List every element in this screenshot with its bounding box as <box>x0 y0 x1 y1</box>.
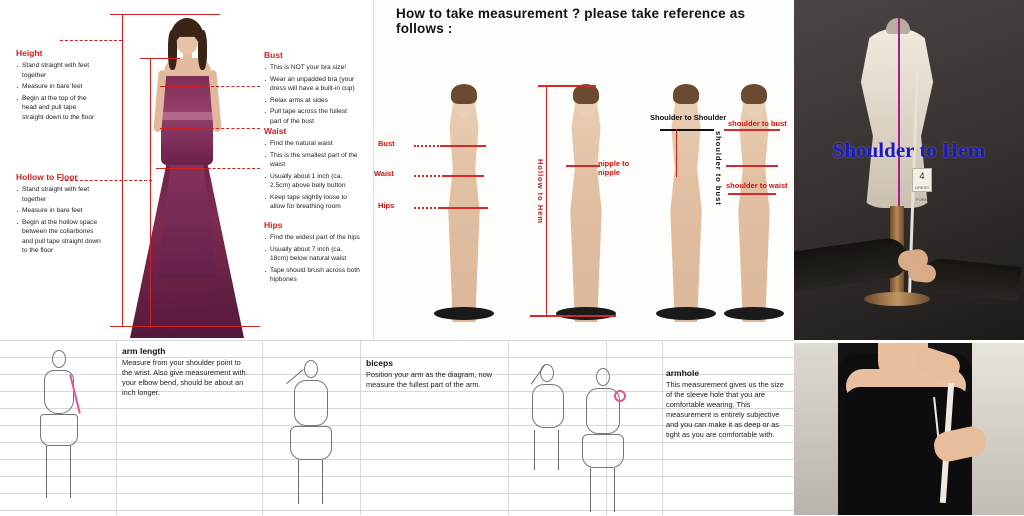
arm-length-body: Measure from your shoulder point to the wrist. Also give measurement with your elbow bend, should be about an inch longer. <box>122 358 246 397</box>
hips-item: · Usually about 7 inch (ca. 18cm) below natural waist <box>264 245 360 264</box>
hem-bottom-tick <box>530 315 616 317</box>
height-list <box>16 61 96 122</box>
gown-sash <box>161 112 213 120</box>
arm-length-title: arm length <box>122 346 166 356</box>
column-divider <box>508 340 509 515</box>
sketch-hips <box>40 414 78 446</box>
hips-tape-line <box>438 207 488 209</box>
nipple-to-nipple-tape <box>566 165 600 167</box>
hips-tape <box>156 168 204 169</box>
sketch-leg-right <box>70 446 71 498</box>
hollow-top-tick <box>538 85 596 87</box>
bust-title: Bust <box>264 50 283 60</box>
waist-block <box>264 126 360 214</box>
sketch-head <box>304 360 318 378</box>
sketch-leg-right <box>614 468 615 512</box>
hips-list <box>264 233 360 285</box>
waist-label: Waist <box>374 169 394 178</box>
arm-length-note <box>122 346 250 398</box>
arm-length-sketch <box>18 346 98 506</box>
rule-line <box>0 442 794 443</box>
column-divider <box>360 340 361 515</box>
hips-block <box>264 220 360 287</box>
bust-tape-line <box>440 145 486 147</box>
height-guide-line <box>122 14 123 326</box>
bust-item: · Relax arms at sides <box>264 96 360 106</box>
how-to-measure-panel <box>373 0 793 340</box>
hollow-item: · Stand straight with feet together <box>16 185 104 204</box>
sketch-torso <box>532 384 564 428</box>
figure-bust-waist-hips <box>374 57 514 322</box>
sketch-torso <box>294 380 328 426</box>
sketch-leg-left <box>534 430 535 470</box>
mannequin-stand <box>656 307 716 320</box>
armhole-sketch <box>562 366 646 516</box>
armhole-highlight <box>614 390 626 402</box>
waist-tape-line <box>442 175 484 177</box>
how-to-measure-title: How to take measurement ? please take reference as follows : <box>396 6 746 36</box>
shoulder-to-bust-vertical-label: shoulder to bust <box>714 131 723 206</box>
bust-item: · Wear an unpadded bra (your dress will have a built-in cup) <box>264 75 360 94</box>
mannequin-hair <box>573 84 599 104</box>
height-leader <box>60 40 122 41</box>
rule-line <box>0 476 794 477</box>
waist-title: Waist <box>264 126 287 136</box>
pin-line <box>898 18 900 218</box>
mannequin-stand <box>556 307 616 320</box>
mannequin-body <box>436 90 492 322</box>
shoulder-line <box>724 129 780 131</box>
biceps-note <box>366 358 496 390</box>
waist-item: · Keep tape slightly loose to allow for breathing room <box>264 193 360 212</box>
bottom-notes-panel <box>0 340 794 515</box>
height-block <box>16 48 96 124</box>
rule-line <box>0 493 794 494</box>
shoulder-to-hem-caption: Shoulder to Hem <box>832 138 986 162</box>
waist-item: · This is the smallest part of the waist <box>264 151 360 170</box>
mannequin-hair <box>451 84 477 104</box>
size-sub: DRESS FORM <box>915 185 929 202</box>
bent-arm-sketch <box>268 358 354 508</box>
height-title: Height <box>16 48 43 58</box>
gown-photo <box>128 8 246 333</box>
bust-tape <box>160 86 198 87</box>
waist-line <box>728 193 776 195</box>
dress-guide-panel <box>0 0 372 340</box>
hollow-item: · Begin at the hollow space between the collarbones and pull tape straight down to the floor <box>16 218 104 256</box>
mannequin-hair <box>673 84 699 104</box>
shoulder-to-shoulder-tape <box>660 129 714 131</box>
height-bottom-tick <box>110 326 260 327</box>
column-divider <box>116 340 117 515</box>
sketch-leg-left <box>590 468 591 512</box>
figure-shoulder-to-waist <box>710 57 793 322</box>
person-right-hand <box>907 263 937 284</box>
bust-item: · This is NOT your bra size! <box>264 63 360 73</box>
shoulder-to-bust-arrow <box>676 129 677 177</box>
size-number: 4 <box>919 171 925 181</box>
waist-leader-line <box>414 175 444 177</box>
figure-hollow-to-hem <box>522 47 632 322</box>
hips-label: Hips <box>378 201 395 210</box>
sketch-leg-left <box>46 446 47 498</box>
shoulder-to-bust-label: shoulder to bust <box>728 119 787 128</box>
hollow-tick <box>140 58 180 59</box>
hollow-to-hem-arrow <box>546 85 547 317</box>
column-divider <box>262 340 263 515</box>
hips-leader-line <box>414 207 440 209</box>
hollow-to-floor-line <box>150 58 151 326</box>
sketch-head <box>52 350 66 368</box>
height-item: · Stand straight with feet together <box>16 61 96 80</box>
dress-form-base <box>864 292 930 306</box>
bust-list <box>264 63 360 126</box>
hollow-to-hem-label: Hollow to Hem <box>536 159 545 225</box>
height-top-tick <box>110 14 220 15</box>
rule-line <box>0 510 794 511</box>
nipple-to-nipple-label: nipple to nipple <box>598 159 630 177</box>
bust-line <box>726 165 778 167</box>
sketch-head <box>596 368 610 386</box>
hips-item: · Find the widest part of the hips <box>264 233 360 243</box>
hollow-item: · Measure in bare feet <box>16 206 104 216</box>
bust-leader-line <box>414 145 442 147</box>
height-item: · Measure in bare feet <box>16 82 96 92</box>
model-hair-right <box>198 30 207 70</box>
shoulder-to-waist-label: shoulder to waist <box>726 181 788 190</box>
hollow-to-floor-block <box>16 172 104 258</box>
hollow-to-floor-list <box>16 185 104 256</box>
bust-item: · Pull tape across the fullest part of the bust <box>264 107 360 126</box>
waist-list <box>264 139 360 212</box>
armhole-note <box>666 368 788 440</box>
hips-item: · Tape should brush across both hipbones <box>264 266 360 285</box>
size-tag <box>912 168 932 202</box>
dress-form-photo-panel <box>794 0 1024 340</box>
mannequin-body <box>558 90 614 322</box>
armhole-title: armhole <box>666 368 700 378</box>
waist-item: · Usually about 1 inch (ca. 2.5cm) above belly button <box>264 172 360 191</box>
mannequin-stand <box>724 307 784 320</box>
sketch-leg-right <box>558 430 559 470</box>
armhole-photo-panel <box>794 343 1024 515</box>
rule-line <box>0 459 794 460</box>
sketch-leg-right <box>322 460 323 504</box>
photo-wall-left <box>794 343 838 515</box>
sketch-hips <box>582 434 624 468</box>
mannequin-body <box>658 90 714 322</box>
waist-item: · Find the natural waist <box>264 139 360 149</box>
column-divider <box>662 340 663 515</box>
rule-line <box>0 340 794 341</box>
bust-block <box>264 50 360 128</box>
hips-title: Hips <box>264 220 283 230</box>
armhole-body: This measurement gives us the size of the sleeve hole that you are comfortable wearing. This measurement is entirely subjective and you can make it as deep or as tight as you are comfortable with. <box>666 380 784 439</box>
shoulder-to-shoulder-label: Shoulder to Shoulder <box>650 113 727 122</box>
sketch-leg-left <box>298 460 299 504</box>
mannequin-hair <box>741 84 767 104</box>
mannequin-stand <box>434 307 494 320</box>
sketch-hips <box>290 426 332 460</box>
waist-tape <box>160 128 198 129</box>
hollow-to-floor-title: Hollow to Floor <box>16 172 78 182</box>
biceps-title: biceps <box>366 358 393 368</box>
biceps-body: Position your arm as the diagram, now measure the fullest part of the arm. <box>366 370 493 389</box>
height-item: · Begin at the top of the head and pull tape straight down to the floor <box>16 94 96 123</box>
bust-label: Bust <box>378 139 395 148</box>
model-hair-left <box>168 30 177 70</box>
